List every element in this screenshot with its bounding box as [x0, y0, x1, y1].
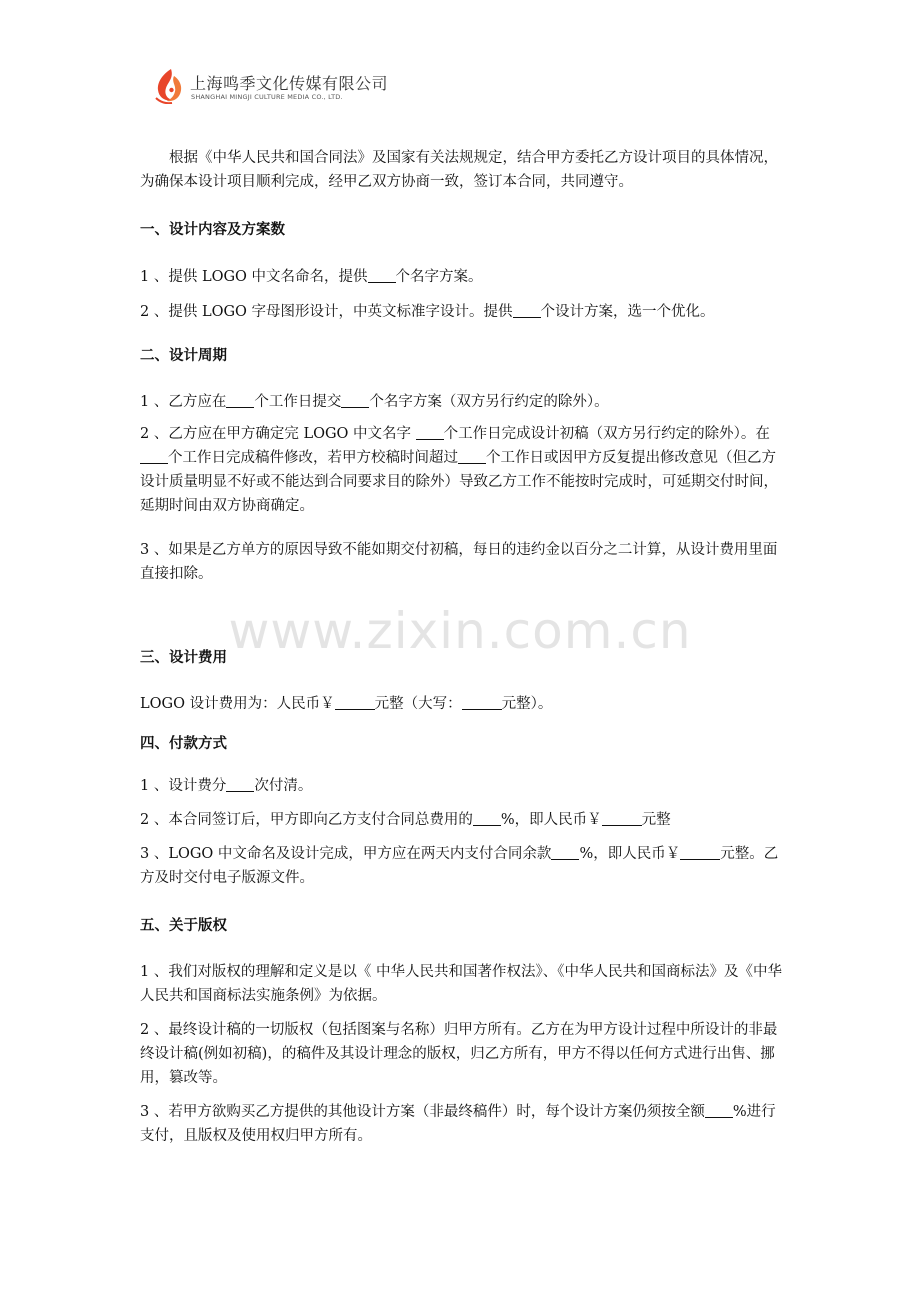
section-2-item-1: 1 、乙方应在 个工作日提交 个名字方案（双方另行约定的除外）。 [140, 390, 790, 414]
blank-field[interactable] [226, 391, 254, 408]
blank-field[interactable] [368, 266, 396, 283]
section-2-item-2: 2 、乙方应在甲方确定完 LOGO 中文名字 个工作日完成设计初稿（双方另行约定的除外）。在个工作日完成稿件修改，若甲方校稿时间超过 个工作日或因甲方反复提出修改意见（但乙方设计质量明显不好或不能达到合同要求目的除外）导致乙方工作不能按时完成时，可延期交付时间，延期时间由双方协商确定。 [140, 422, 790, 518]
section-5-item-1: 1 、我们对版权的理解和定义是以《 中华人民共和国著作权法》、《中华人民共和国商标法》及《中华人民共和国商标法实施条例》为依据。 [140, 964, 782, 1004]
blank-field[interactable] [140, 447, 168, 464]
blank-field[interactable] [705, 1101, 733, 1118]
blank-field[interactable] [462, 693, 502, 710]
intro-paragraph: 根据《中华人民共和国合同法》及国家有关法规规定，结合甲方委托乙方设计项目的具体情况，为确保本设计项目顺利完成，经甲乙双方协商一致，签订本合同，共同遵守。 [140, 150, 778, 190]
blank-field[interactable] [458, 447, 486, 464]
company-name-cn: 上海鸣季文化传媒有限公司 [190, 74, 389, 93]
company-logo [152, 66, 412, 110]
section-1-heading: 一、设计内容及方案数 [140, 222, 285, 238]
section-5-item-2: 2 、最终设计稿的一切版权（包括图案与名称）归甲方所有。乙方在为甲方设计过程中所设计的非最终设计稿(例如初稿)，的稿件及其设计理念的版权，归乙方所有，甲方不得以任何方式进行出售、挪用，篡改等。 [140, 1022, 778, 1086]
section-2-item-3: 3 、如果是乙方单方的原因导致不能如期交付初稿，每日的违约金以百分之二计算，从设计费用里面直接扣除。 [140, 542, 778, 582]
section-2-heading: 二、设计周期 [140, 348, 227, 364]
contract-body [140, 146, 790, 1148]
watermark: www.zixin.com.cn [228, 602, 692, 660]
section-1-item-2: 2 、提供 LOGO 字母图形设计，中英文标准字设计。提供 个设计方案，选一个优化。 [140, 300, 790, 324]
blank-field[interactable] [680, 843, 720, 860]
blank-field[interactable] [226, 775, 254, 792]
section-4-item-3: 3 、LOGO 中文命名及设计完成，甲方应在两天内支付合同余款 %，即人民币￥ 元整。乙方及时交付电子版源文件。 [140, 842, 790, 890]
blank-field[interactable] [551, 843, 579, 860]
blank-field[interactable] [473, 809, 501, 826]
flame-logo-icon [152, 68, 186, 104]
section-4-item-2: 2 、本合同签订后，甲方即向乙方支付合同总费用的 %，即人民币￥ 元整 [140, 808, 790, 832]
section-5-heading: 五、关于版权 [140, 918, 227, 934]
company-name-en: SHANGHAI MINGJI CULTURE MEDIA CO., LTD. [191, 93, 343, 101]
section-4-item-1: 1 、设计费分 次付清。 [140, 774, 790, 798]
section-5-item-3: 3 、若甲方欲购买乙方提供的其他设计方案（非最终稿件）时，每个设计方案仍须按全额 %进行支付，且版权及使用权归甲方所有。 [140, 1100, 790, 1148]
blank-field[interactable] [335, 693, 375, 710]
section-3-fee: LOGO 设计费用为：人民币￥ 元整（大写： 元整）。 [140, 692, 790, 716]
blank-field[interactable] [416, 423, 444, 440]
section-3-heading: 三、设计费用 [140, 650, 227, 666]
blank-field[interactable] [602, 809, 642, 826]
section-1-item-1: 1 、提供 LOGO 中文名命名，提供 个名字方案。 [140, 265, 790, 289]
blank-field[interactable] [341, 391, 369, 408]
section-4-heading: 四、付款方式 [140, 736, 227, 752]
blank-field[interactable] [513, 301, 541, 318]
